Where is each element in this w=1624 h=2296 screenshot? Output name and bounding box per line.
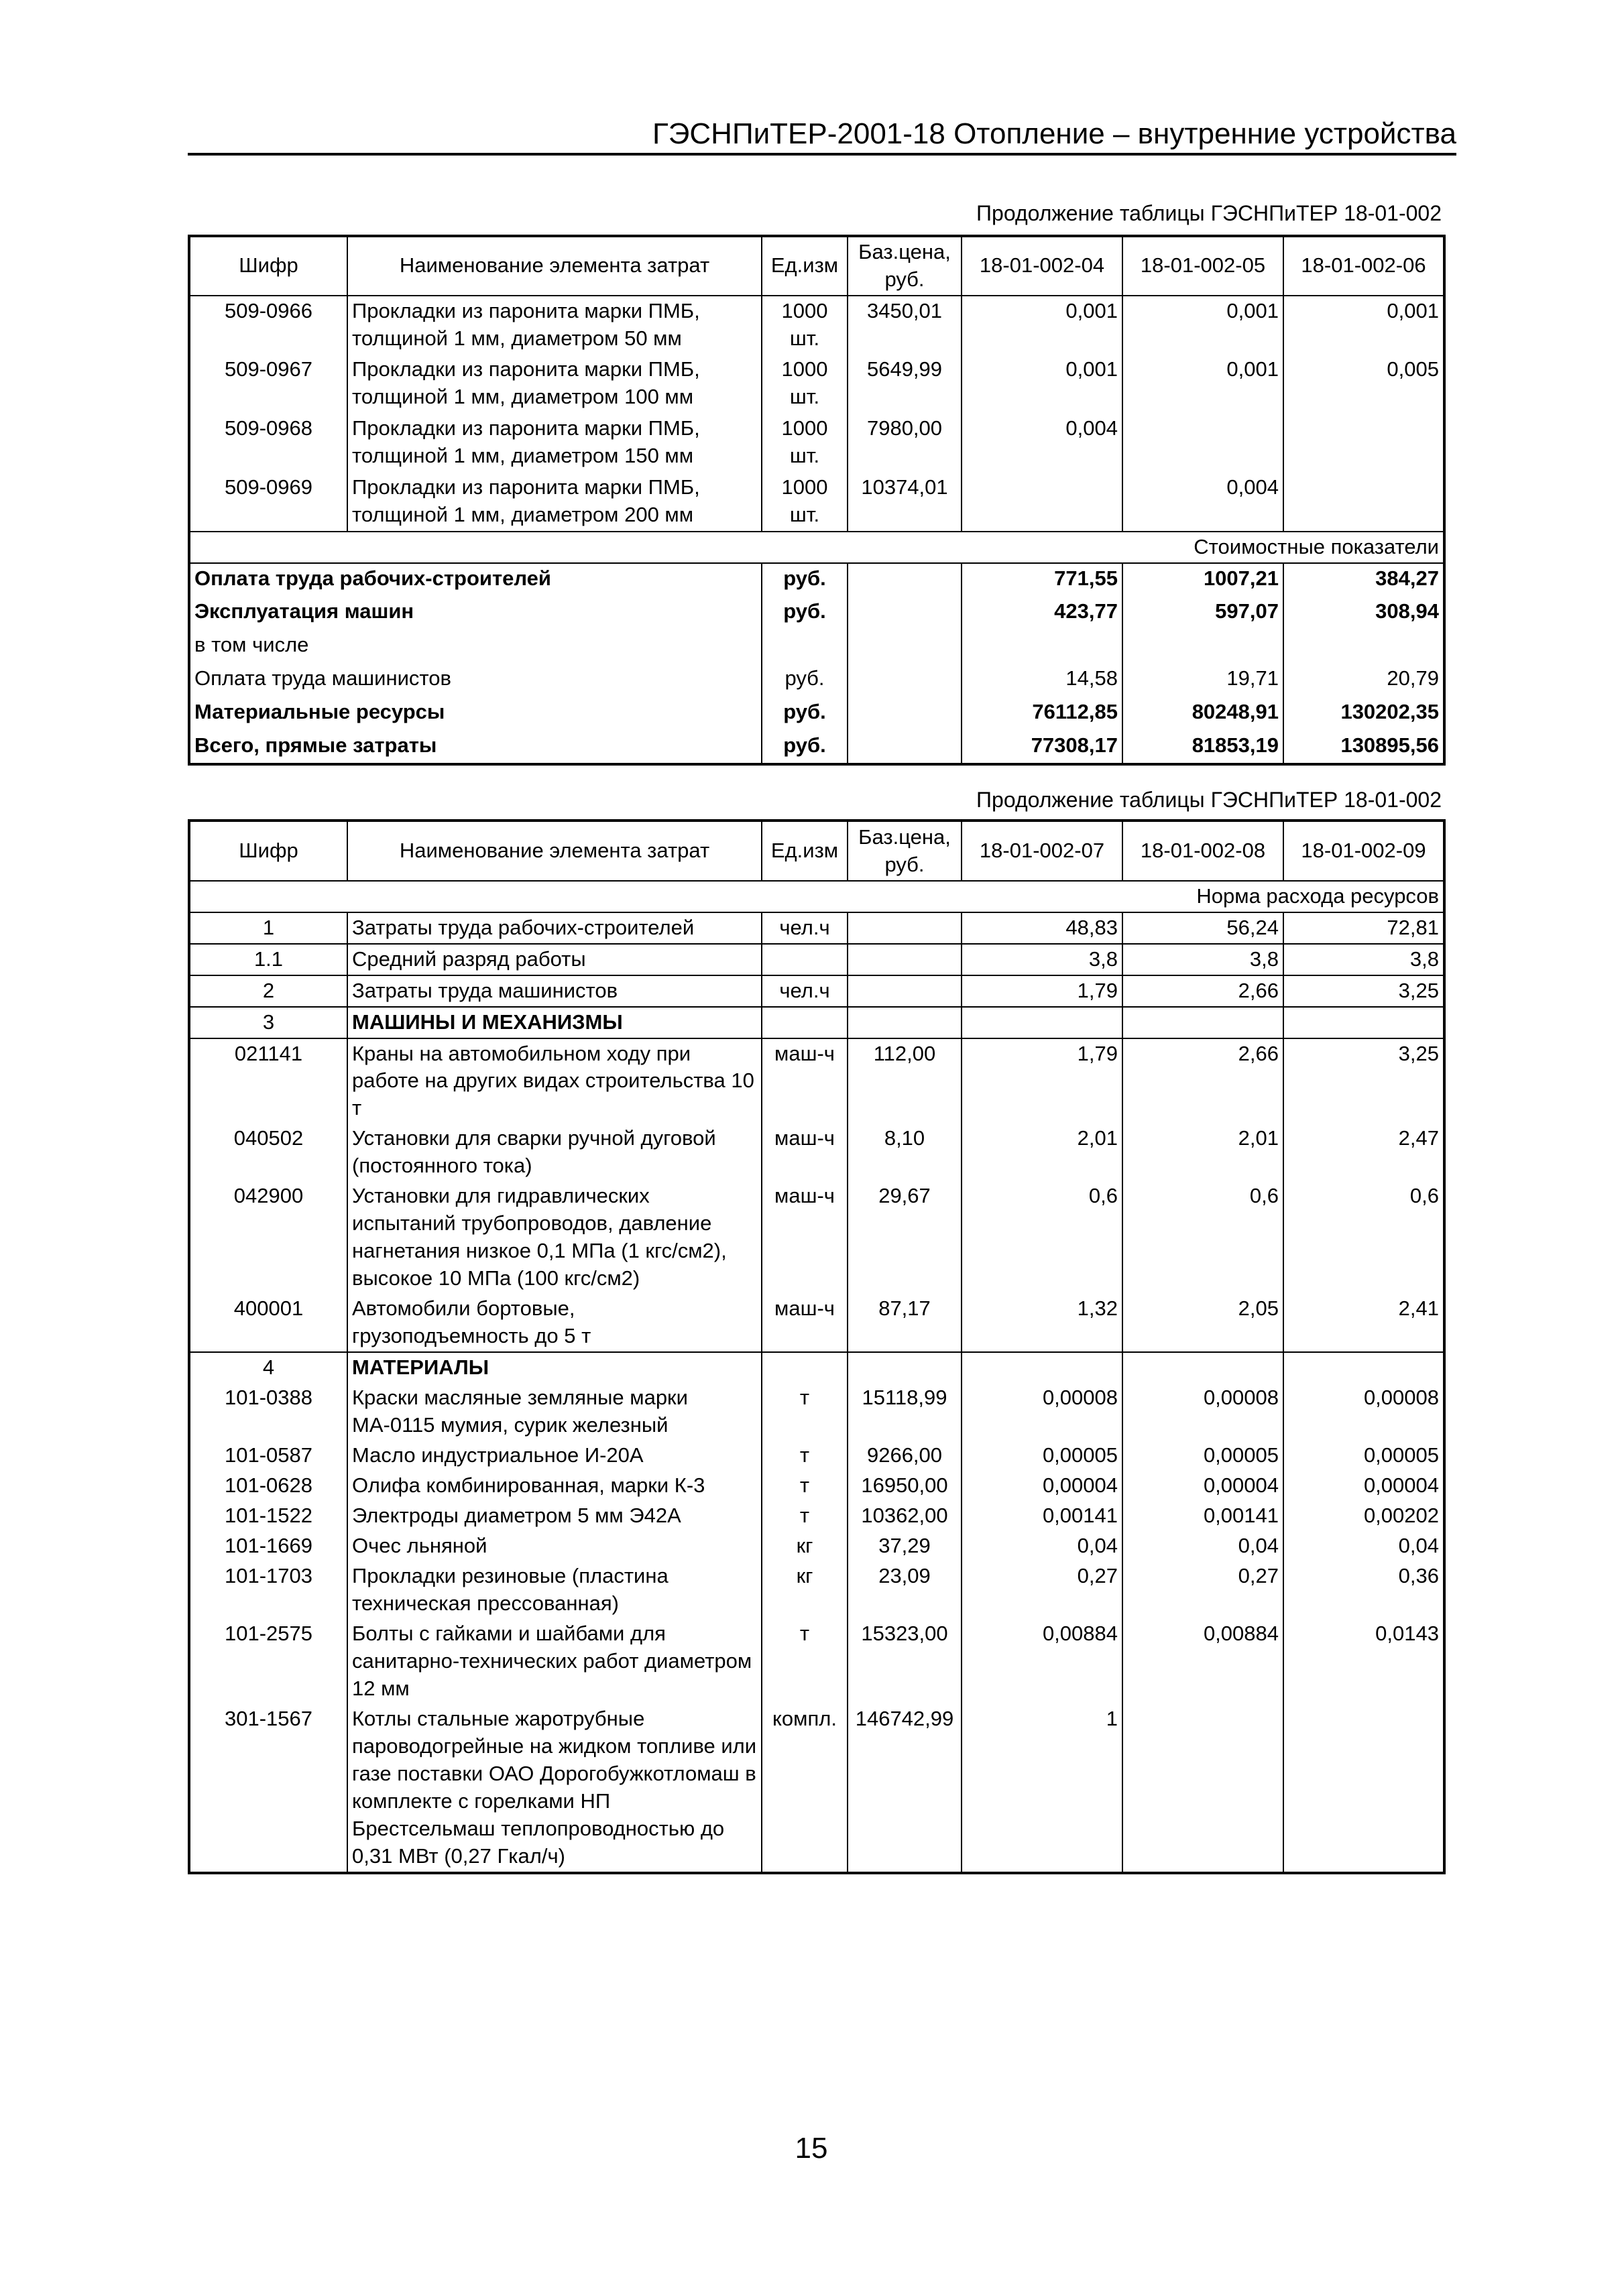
row-code: 101-0628 — [189, 1471, 347, 1501]
summary-value-06: 130202,35 — [1283, 697, 1444, 731]
summary-name: Материальные ресурсы — [189, 697, 762, 731]
row-price: 5649,99 — [848, 355, 962, 414]
row-name: Электроды диаметром 5 мм Э42А — [347, 1501, 762, 1531]
summary-row — [189, 597, 1444, 630]
row-price: 15118,99 — [848, 1383, 962, 1441]
row-name: Очес льняной — [347, 1531, 762, 1561]
table-row — [189, 355, 1444, 414]
table-row — [189, 1531, 1444, 1561]
summary-price-empty — [848, 630, 962, 664]
row-price: 8,10 — [848, 1124, 962, 1181]
row-unit: компл. — [762, 1704, 848, 1872]
row-value-09: 72,81 — [1283, 912, 1444, 944]
row-value-05: 0,001 — [1122, 296, 1283, 355]
row-value-04: 0,001 — [962, 355, 1122, 414]
table-row — [189, 1561, 1444, 1619]
row-value-08: 0,27 — [1122, 1561, 1283, 1619]
table-row — [189, 1124, 1444, 1181]
page-header: ГЭСНПиТЕР-2001-18 Отопление – внутренние устройства — [188, 115, 1456, 156]
row-value-07 — [962, 1352, 1122, 1383]
col-header-08: 18-01-002-08 — [1122, 821, 1283, 881]
col-header-unit: Ед.изм — [762, 236, 848, 296]
row-unit: 1000 шт. — [762, 296, 848, 355]
row-price: 23,09 — [848, 1561, 962, 1619]
table1-caption: Продолжение таблицы ГЭСНПиТЕР 18-01-002 — [976, 201, 1442, 225]
row-code: 101-1703 — [189, 1561, 347, 1619]
row-value-07: 0,04 — [962, 1531, 1122, 1561]
summary-value-06: 384,27 — [1283, 563, 1444, 597]
row-code: 040502 — [189, 1124, 347, 1181]
row-name: Масло индустриальное И-20А — [347, 1441, 762, 1471]
summary-unit — [762, 630, 848, 664]
row-code: 1 — [189, 912, 347, 944]
summary-price-empty — [848, 697, 962, 731]
row-code: 4 — [189, 1352, 347, 1383]
row-value-09: 2,47 — [1283, 1124, 1444, 1181]
summary-value-05: 597,07 — [1122, 597, 1283, 630]
row-value-08 — [1122, 1007, 1283, 1038]
row-name: Автомобили бортовые, грузоподъемность до 5 т — [347, 1294, 762, 1352]
row-unit — [762, 1007, 848, 1038]
table-row — [189, 473, 1444, 532]
row-name: Прокладки из паронита марки ПМБ, толщиной 1 мм, диаметром 50 мм — [347, 296, 762, 355]
row-value-09: 0,00004 — [1283, 1471, 1444, 1501]
row-value-09: 0,00005 — [1283, 1441, 1444, 1471]
table-row — [189, 1441, 1444, 1471]
row-value-08 — [1122, 1704, 1283, 1872]
row-value-08: 2,05 — [1122, 1294, 1283, 1352]
row-value-05: 0,001 — [1122, 355, 1283, 414]
col-header-name: Наименование элемента затрат — [347, 236, 762, 296]
row-value-07: 1,79 — [962, 1038, 1122, 1124]
section-cost-indicators: Стоимостные показатели — [189, 532, 1444, 563]
table-row — [189, 414, 1444, 473]
row-code: 021141 — [189, 1038, 347, 1124]
row-name: Установки для сварки ручной дуговой (постоянного тока) — [347, 1124, 762, 1181]
table-row — [189, 1471, 1444, 1501]
row-value-09: 0,04 — [1283, 1531, 1444, 1561]
row-value-08: 2,66 — [1122, 1038, 1283, 1124]
row-unit: маш-ч — [762, 1294, 848, 1352]
row-code: 101-1522 — [189, 1501, 347, 1531]
summary-value-04: 77308,17 — [962, 731, 1122, 764]
summary-row — [189, 697, 1444, 731]
row-value-08: 2,66 — [1122, 975, 1283, 1007]
summary-value-04: 771,55 — [962, 563, 1122, 597]
col-header-06: 18-01-002-06 — [1283, 236, 1444, 296]
row-unit: маш-ч — [762, 1124, 848, 1181]
row-value-05 — [1122, 414, 1283, 473]
summary-price-empty — [848, 731, 962, 764]
row-value-05: 0,004 — [1122, 473, 1283, 532]
row-price: 87,17 — [848, 1294, 962, 1352]
row-value-06: 0,001 — [1283, 296, 1444, 355]
table-row — [189, 1038, 1444, 1124]
row-value-09 — [1283, 1007, 1444, 1038]
row-value-08: 56,24 — [1122, 912, 1283, 944]
row-name: Прокладки резиновые (пластина техническая прессованная) — [347, 1561, 762, 1619]
row-code: 101-1669 — [189, 1531, 347, 1561]
summary-value-05: 19,71 — [1122, 664, 1283, 697]
row-value-09: 3,8 — [1283, 944, 1444, 975]
row-code: 1.1 — [189, 944, 347, 975]
summary-row — [189, 731, 1444, 764]
row-value-06 — [1283, 473, 1444, 532]
row-value-08: 0,00005 — [1122, 1441, 1283, 1471]
row-unit — [762, 944, 848, 975]
summary-name: Оплата труда рабочих-строителей — [189, 563, 762, 597]
row-value-09: 0,0143 — [1283, 1619, 1444, 1704]
row-price: 3450,01 — [848, 296, 962, 355]
row-name: Прокладки из паронита марки ПМБ, толщиной 1 мм, диаметром 150 мм — [347, 414, 762, 473]
row-name: МАШИНЫ И МЕХАНИЗМЫ — [347, 1007, 762, 1038]
table-row — [189, 1007, 1444, 1038]
row-value-08: 0,00141 — [1122, 1501, 1283, 1531]
summary-value-04 — [962, 630, 1122, 664]
summary-price-empty — [848, 563, 962, 597]
cost-table-2 — [188, 819, 1446, 1874]
row-price — [848, 1007, 962, 1038]
row-value-08: 0,04 — [1122, 1531, 1283, 1561]
summary-row — [189, 563, 1444, 597]
row-value-08: 3,8 — [1122, 944, 1283, 975]
row-code: 042900 — [189, 1181, 347, 1294]
row-unit: 1000 шт. — [762, 355, 848, 414]
table-row — [189, 912, 1444, 944]
row-unit: т — [762, 1501, 848, 1531]
table-row — [189, 1383, 1444, 1441]
row-price: 29,67 — [848, 1181, 962, 1294]
row-name: Краски масляные земляные марки МА-0115 мумия, сурик железный — [347, 1383, 762, 1441]
section-resource-norms: Норма расхода ресурсов — [189, 881, 1444, 912]
summary-value-05 — [1122, 630, 1283, 664]
summary-price-empty — [848, 597, 962, 630]
table-row — [189, 944, 1444, 975]
row-unit: маш-ч — [762, 1181, 848, 1294]
row-price: 9266,00 — [848, 1441, 962, 1471]
row-value-07: 48,83 — [962, 912, 1122, 944]
row-price: 10362,00 — [848, 1501, 962, 1531]
row-value-07: 1 — [962, 1704, 1122, 1872]
row-name: Прокладки из паронита марки ПМБ, толщиной 1 мм, диаметром 100 мм — [347, 355, 762, 414]
row-code: 509-0967 — [189, 355, 347, 414]
row-value-09: 2,41 — [1283, 1294, 1444, 1352]
summary-name: Эксплуатация машин — [189, 597, 762, 630]
col-header-unit: Ед.изм — [762, 821, 848, 881]
row-value-07 — [962, 1007, 1122, 1038]
summary-name: в том числе — [189, 630, 762, 664]
col-header-code: Шифр — [189, 236, 347, 296]
row-value-07: 3,8 — [962, 944, 1122, 975]
summary-value-06: 308,94 — [1283, 597, 1444, 630]
page-number: 15 — [795, 2132, 828, 2165]
row-price — [848, 944, 962, 975]
row-code: 301-1567 — [189, 1704, 347, 1872]
row-unit — [762, 1352, 848, 1383]
summary-value-04: 14,58 — [962, 664, 1122, 697]
row-unit: чел.ч — [762, 912, 848, 944]
row-value-07: 0,27 — [962, 1561, 1122, 1619]
row-name: Болты с гайками и шайбами для санитарно-технических работ диаметром 12 мм — [347, 1619, 762, 1704]
row-value-04: 0,004 — [962, 414, 1122, 473]
row-code: 101-0388 — [189, 1383, 347, 1441]
summary-value-04: 423,77 — [962, 597, 1122, 630]
summary-value-05: 81853,19 — [1122, 731, 1283, 764]
row-name: Олифа комбинированная, марки К-3 — [347, 1471, 762, 1501]
summary-value-06: 20,79 — [1283, 664, 1444, 697]
row-code: 509-0966 — [189, 296, 347, 355]
row-unit: маш-ч — [762, 1038, 848, 1124]
row-name: Прокладки из паронита марки ПМБ, толщиной 1 мм, диаметром 200 мм — [347, 473, 762, 532]
row-name: Затраты труда рабочих-строителей — [347, 912, 762, 944]
summary-unit: руб. — [762, 597, 848, 630]
row-unit: кг — [762, 1561, 848, 1619]
col-header-price: Баз.цена, руб. — [848, 821, 962, 881]
summary-value-06: 130895,56 — [1283, 731, 1444, 764]
row-price: 37,29 — [848, 1531, 962, 1561]
row-unit: т — [762, 1441, 848, 1471]
row-code: 3 — [189, 1007, 347, 1038]
row-code: 509-0969 — [189, 473, 347, 532]
cost-table-1 — [188, 235, 1446, 766]
row-value-09: 3,25 — [1283, 975, 1444, 1007]
row-value-09 — [1283, 1704, 1444, 1872]
row-value-08: 2,01 — [1122, 1124, 1283, 1181]
row-code: 101-0587 — [189, 1441, 347, 1471]
summary-name: Оплата труда машинистов — [189, 664, 762, 697]
col-header-07: 18-01-002-07 — [962, 821, 1122, 881]
col-header-code: Шифр — [189, 821, 347, 881]
row-value-09: 0,6 — [1283, 1181, 1444, 1294]
summary-unit: руб. — [762, 563, 848, 597]
row-value-07: 0,00141 — [962, 1501, 1122, 1531]
row-price — [848, 1352, 962, 1383]
table-row — [189, 1181, 1444, 1294]
summary-unit: руб. — [762, 697, 848, 731]
row-value-07: 0,6 — [962, 1181, 1122, 1294]
summary-value-05: 80248,91 — [1122, 697, 1283, 731]
row-value-08: 0,6 — [1122, 1181, 1283, 1294]
row-unit: чел.ч — [762, 975, 848, 1007]
summary-value-06 — [1283, 630, 1444, 664]
summary-price-empty — [848, 664, 962, 697]
row-value-07: 0,00004 — [962, 1471, 1122, 1501]
table-row — [189, 1294, 1444, 1352]
table-row — [189, 296, 1444, 355]
row-value-09: 0,36 — [1283, 1561, 1444, 1619]
row-value-07: 1,32 — [962, 1294, 1122, 1352]
row-value-07: 1,79 — [962, 975, 1122, 1007]
row-name: Средний разряд работы — [347, 944, 762, 975]
col-header-name: Наименование элемента затрат — [347, 821, 762, 881]
row-price: 7980,00 — [848, 414, 962, 473]
summary-unit: руб. — [762, 731, 848, 764]
row-unit: 1000 шт. — [762, 414, 848, 473]
row-value-04: 0,001 — [962, 296, 1122, 355]
table2-caption: Продолжение таблицы ГЭСНПиТЕР 18-01-002 — [976, 788, 1442, 812]
summary-unit: руб. — [762, 664, 848, 697]
row-value-08: 0,00008 — [1122, 1383, 1283, 1441]
row-value-07: 0,00884 — [962, 1619, 1122, 1704]
row-value-04 — [962, 473, 1122, 532]
table-row — [189, 975, 1444, 1007]
summary-value-04: 76112,85 — [962, 697, 1122, 731]
row-name: Котлы стальные жаротрубные пароводогрейные на жидком топливе или газе поставки ОАО Дорогобужкотломаш в комплекте с горелками НП Брестсельмаш теплопроводностью до 0,31 МВт (0,27 Гкал/ч) — [347, 1704, 762, 1872]
table-row — [189, 1619, 1444, 1704]
row-code: 2 — [189, 975, 347, 1007]
row-value-08: 0,00884 — [1122, 1619, 1283, 1704]
row-price — [848, 912, 962, 944]
summary-row — [189, 630, 1444, 664]
row-price: 15323,00 — [848, 1619, 962, 1704]
row-value-08: 0,00004 — [1122, 1471, 1283, 1501]
row-price: 146742,99 — [848, 1704, 962, 1872]
row-name: Краны на автомобильном ходу при работе на других видах строительства 10 т — [347, 1038, 762, 1124]
row-value-09: 3,25 — [1283, 1038, 1444, 1124]
row-name: Затраты труда машинистов — [347, 975, 762, 1007]
col-header-price: Баз.цена, руб. — [848, 236, 962, 296]
table-row — [189, 1352, 1444, 1383]
row-value-09: 0,00008 — [1283, 1383, 1444, 1441]
table-row — [189, 1501, 1444, 1531]
row-name: МАТЕРИАЛЫ — [347, 1352, 762, 1383]
row-code: 509-0968 — [189, 414, 347, 473]
table-row — [189, 1704, 1444, 1872]
row-code: 400001 — [189, 1294, 347, 1352]
row-unit: т — [762, 1471, 848, 1501]
row-value-09 — [1283, 1352, 1444, 1383]
row-value-07: 0,00008 — [962, 1383, 1122, 1441]
row-value-06 — [1283, 414, 1444, 473]
summary-name: Всего, прямые затраты — [189, 731, 762, 764]
row-price: 112,00 — [848, 1038, 962, 1124]
row-price: 10374,01 — [848, 473, 962, 532]
row-unit: т — [762, 1619, 848, 1704]
row-value-06: 0,005 — [1283, 355, 1444, 414]
col-header-04: 18-01-002-04 — [962, 236, 1122, 296]
col-header-09: 18-01-002-09 — [1283, 821, 1444, 881]
summary-row — [189, 664, 1444, 697]
row-name: Установки для гидравлических испытаний трубопроводов, давление нагнетания низкое 0,1 МПа (1 кгс/см2), высокое 10 МПа (100 кгс/см2) — [347, 1181, 762, 1294]
row-unit: т — [762, 1383, 848, 1441]
row-price: 16950,00 — [848, 1471, 962, 1501]
row-code: 101-2575 — [189, 1619, 347, 1704]
summary-value-05: 1007,21 — [1122, 563, 1283, 597]
row-unit: 1000 шт. — [762, 473, 848, 532]
row-value-08 — [1122, 1352, 1283, 1383]
row-unit: кг — [762, 1531, 848, 1561]
row-value-09: 0,00202 — [1283, 1501, 1444, 1531]
row-value-07: 2,01 — [962, 1124, 1122, 1181]
row-price — [848, 975, 962, 1007]
row-value-07: 0,00005 — [962, 1441, 1122, 1471]
col-header-05: 18-01-002-05 — [1122, 236, 1283, 296]
